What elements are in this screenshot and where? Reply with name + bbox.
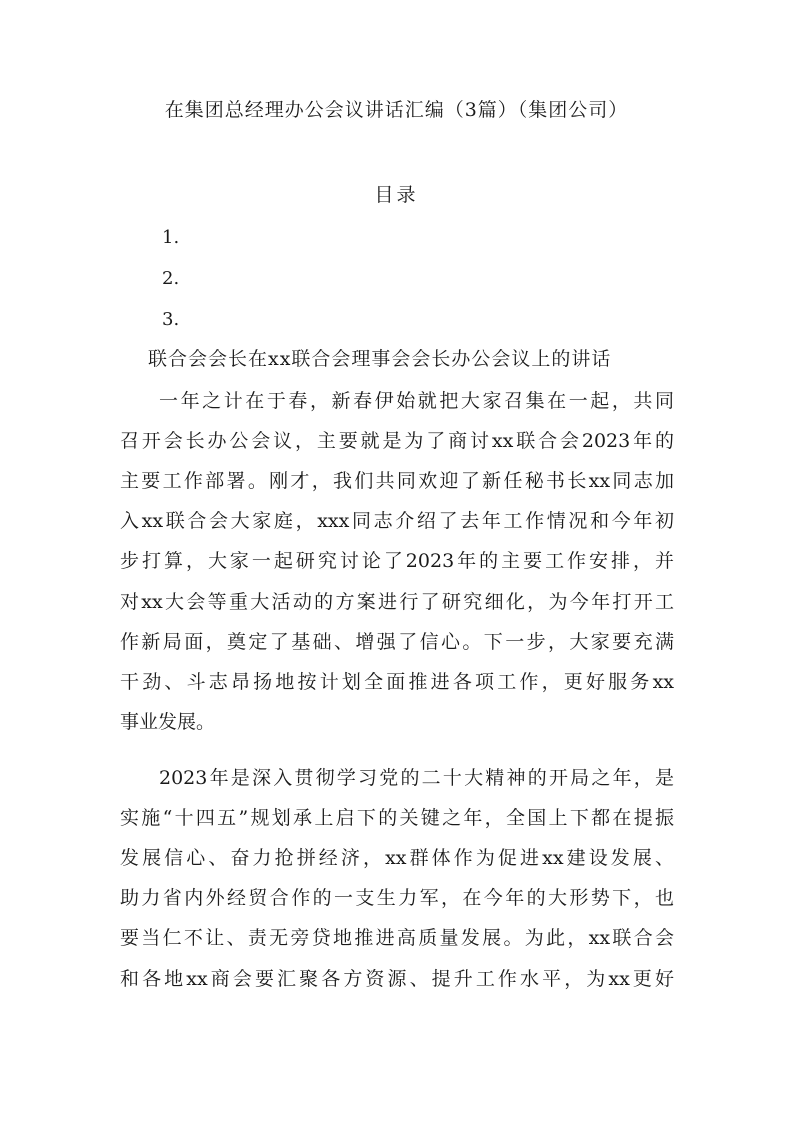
paragraph-line: 主要工作部署。刚才，我们共同欢迎了新任秘书长xx同志加 <box>120 470 674 492</box>
paragraph-line: 入xx联合会大家庭，xxx同志介绍了去年工作情况和今年初 <box>120 510 674 532</box>
toc-heading: 目录 <box>374 184 419 206</box>
toc-item: 1. <box>162 227 180 248</box>
toc-item: 3. <box>162 309 180 330</box>
paragraph-line: 作新局面，奠定了基础、增强了信心。下一步，大家要充满 <box>120 631 674 653</box>
section-title: 联合会会长在xx联合会理事会会长办公会议上的讲话 <box>148 348 612 370</box>
paragraph-line: 要当仁不让、责无旁贷地推进高质量发展。为此，xx联合会 <box>120 927 674 949</box>
paragraph-line: 2023年是深入贯彻学习党的二十大精神的开局之年，是 <box>159 767 674 789</box>
paragraph-line: 助力省内外经贸合作的一支生力军，在今年的大形势下，也 <box>120 887 674 909</box>
paragraph-line: 对xx大会等重大活动的方案进行了研究细化，为今年打开工 <box>120 591 674 613</box>
paragraph-line: 步打算，大家一起研究讨论了2023年的主要工作安排，并 <box>120 550 674 572</box>
paragraph-line: 和各地xx商会要汇聚各方资源、提升工作水平，为xx更好 <box>120 968 674 990</box>
document-title: 在集团总经理办公会议讲话汇编（3篇）（集团公司） <box>164 99 629 121</box>
paragraph-line: 实施“十四五”规划承上启下的关键之年，全国上下都在提振 <box>120 807 674 829</box>
paragraph-line: 一年之计在于春，新春伊始就把大家召集在一起，共同 <box>159 390 674 412</box>
paragraph-line: 召开会长办公会议，主要就是为了商讨xx联合会2023年的 <box>120 430 674 452</box>
paragraph-line: 事业发展。 <box>120 711 216 733</box>
paragraph-line: 干劲、斗志昂扬地按计划全面推进各项工作，更好服务xx <box>120 671 674 693</box>
paragraph-line: 发展信心、奋力抢拼经济，xx群体作为促进xx建设发展、 <box>120 847 674 869</box>
toc-item: 2. <box>162 268 180 289</box>
